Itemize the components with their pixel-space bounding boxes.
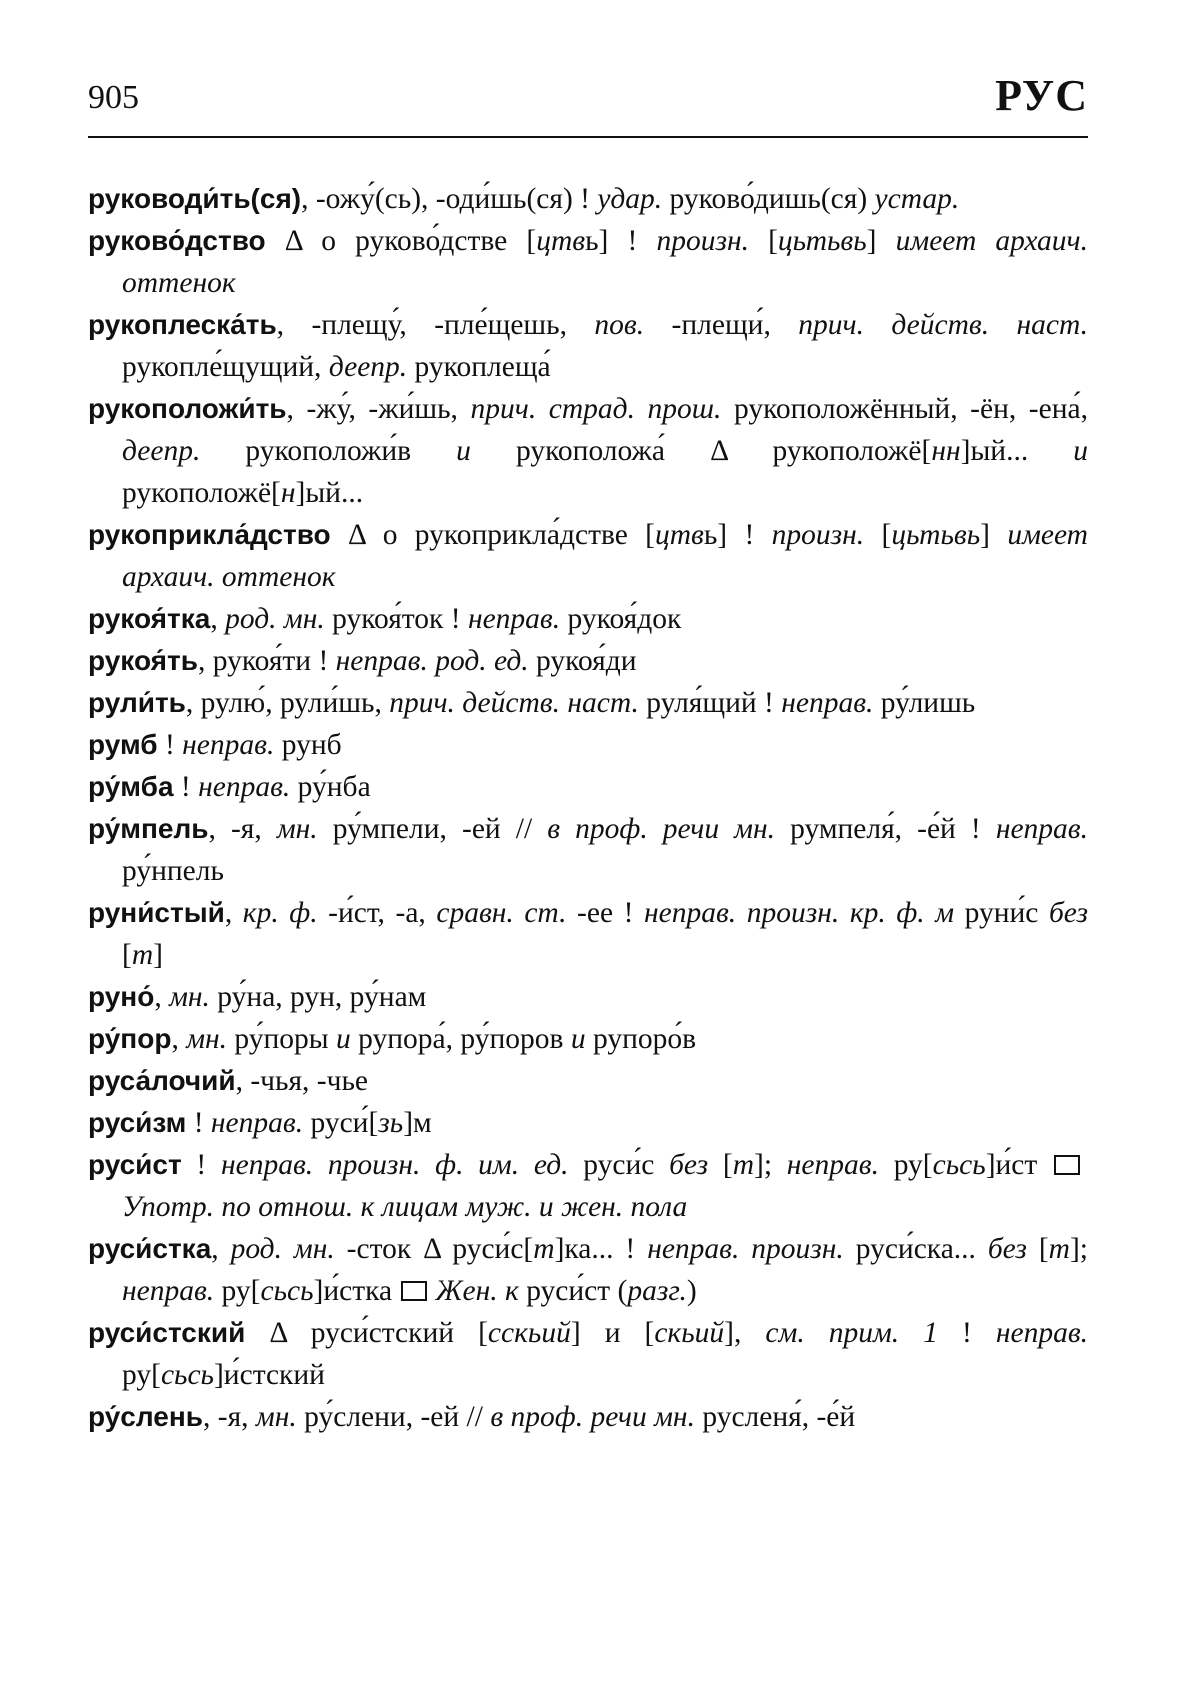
dictionary-entry [88,724,1088,766]
entry-label: сьсь [160,1359,214,1391]
entry-headword: ру́мпель [88,813,209,844]
entry-headword: рукоположи́ть [88,393,287,424]
entry-text: рупора́, ру́поров [350,1023,571,1055]
entry-text: ! [937,1317,996,1349]
dictionary-entry [88,808,1088,892]
entry-label: в проф. речи мн. [490,1401,695,1433]
entry-label: род. мн. [230,1233,335,1265]
entry-label: прич. действ. наст. [798,309,1089,341]
entry-label: н [280,477,296,509]
dictionary-entry [88,178,1088,220]
entry-headword: рукоплеска́ть [88,309,277,340]
entry-label: сравн. ст. [436,897,567,929]
entry-label: деепр. [328,351,408,383]
entry-headword: руни́стый [88,897,225,928]
entry-label: нн [931,435,961,467]
entry-label: удар. [597,183,663,215]
entry-label: т [732,1149,755,1181]
entry-text: ]; [1069,1233,1088,1265]
entry-label: зь [378,1107,404,1139]
entry-label: Жен. [435,1275,498,1307]
entry-text: Δ о руково́дстве [ [265,225,537,257]
entry-text: ру́слени, -ей // [296,1401,491,1433]
entry-headword: руса́лочий [88,1065,236,1096]
entry-label: мн. [276,813,318,845]
entry-text: [ [708,1149,733,1181]
entry-text: , [154,981,170,1013]
entry-text: -и́ст, -а, [317,897,437,929]
entry-label: имеет архаич. оттенок [122,225,1088,299]
entry-headword: руково́дство [88,225,266,256]
entry-text: ру[ [214,1275,261,1307]
dictionary-entry [88,388,1088,514]
entry-label: см. прим. 1 [765,1317,938,1349]
entry-label: неправ. [210,1107,304,1139]
entry-text: ] [866,225,896,257]
entry-headword: рукоя́ть [88,645,198,676]
entry-text: ру́мпели, -ей // [317,813,548,845]
entry-text: ру́нпель [122,855,224,887]
entry-label: неправ. [995,1317,1089,1349]
entry-label: мн. [169,981,210,1013]
entry-text: Δ руси́стский [ [245,1317,488,1349]
entry-label: сскьий [487,1317,571,1349]
entry-text: руси́ска... [843,1233,988,1265]
page-number: 905 [88,79,139,116]
entry-headword: руси́зм [88,1107,187,1138]
dictionary-entry [88,304,1088,388]
entry-label: без [669,1149,709,1181]
entry-text: ]ка... ! [554,1233,648,1265]
entry-text: ]и́стка [313,1275,393,1307]
entry-label: неправ. [182,729,275,761]
entry-text: [ [748,225,778,257]
entry-label: произн. [656,225,749,257]
entry-text: , рулю́, рули́шь, [185,687,390,719]
entry-label: т [1048,1233,1070,1265]
entry-label: неправ. [198,771,291,803]
entry-text: Δ о рукоприкла́дстве [ [330,519,655,551]
entry-text: ру́поры [227,1023,336,1055]
entry-label: и [570,1023,586,1055]
entry-text: рукоположённый, -ён, -ена́, [721,393,1088,425]
entry-label: и [1073,435,1089,467]
entry-headword: руси́стский [88,1317,246,1348]
entry-text: , [211,1233,231,1265]
entry-label: цтв [654,519,704,551]
dictionary-entry [88,1102,1088,1144]
entry-text: ], [724,1317,766,1349]
entry-text: -сток Δ руси́с[ [334,1233,534,1265]
entry-text: ! [186,1107,211,1139]
dictionary-entry [88,1144,1088,1228]
entry-headword: ру́слень [88,1401,203,1432]
entry-label: мн. [255,1401,297,1433]
entry-text: руля́щий ! [638,687,782,719]
entry-label: неправ. [995,813,1088,845]
entry-text: рукоположё[ [122,477,281,509]
entry-text: ]; [754,1149,787,1181]
entry-text: ]и́ст [985,1149,1038,1181]
entry-label: род. мн. [225,603,325,635]
entry-text: рукоя́ток ! [324,603,468,635]
entry-label: цьтьвь [891,519,981,551]
entry-headword: ру́пор [88,1023,172,1054]
entry-label: без [987,1233,1027,1265]
entry-text: , -чья, -чье [235,1065,368,1097]
entry-headword: рукоприкла́дство [88,519,331,550]
entry-label: неправ. произн. кр. ф. м [644,897,955,929]
entry-text: ]ый... [295,477,364,509]
entry-text: руси́с [568,1149,670,1181]
entry-text: ) [686,1275,697,1307]
entry-label: сьсь [260,1275,314,1307]
entry-label: сьсь [932,1149,986,1181]
entry-headword: рули́ть [88,687,186,718]
entry-text: ! [181,1149,221,1181]
entry-label: скьий [654,1317,725,1349]
entry-text: , -жу́, -жи́шь, [286,393,471,425]
entry-label: без [1048,897,1089,929]
entry-text: ру[ [878,1149,933,1181]
dictionary-entry [88,598,1088,640]
entry-label: неправ. [467,603,561,635]
entry-headword: руси́ст [88,1149,182,1180]
entry-text: ] [980,519,1008,551]
entry-label: неправ. [781,687,874,719]
entry-text: рукоплеща́ [407,351,551,383]
dictionary-entry [88,514,1088,598]
entry-text: [ [864,519,892,551]
dictionary-entry [88,682,1088,724]
entry-label: Употр. по отнош. к лицам муж. и жен. пола [122,1191,688,1223]
entry-text: ! [173,771,199,803]
dictionary-entry [88,976,1088,1018]
entry-label: и [336,1023,351,1055]
entry-text: ру́на, рун, ру́нам [209,981,427,1013]
entry-text: русленя́, -е́й [694,1401,856,1433]
entry-text: [ [1026,1233,1049,1265]
entry-text: ь] ! [703,519,772,551]
entry-label: неправ. произн. ф. им. ед. [220,1149,569,1181]
entry-text: ]м [403,1107,432,1139]
dictionary-entry [88,640,1088,682]
entries-list [88,178,1088,1438]
entry-text: , рукоя́ти ! [197,645,336,677]
entry-text: [ [122,939,132,971]
entry-label: устар. [874,183,960,215]
entry-text: ] [153,939,163,971]
entry-headword: ру́мба [88,771,174,802]
entry-label: неправ. [122,1275,215,1307]
entry-text: -ее ! [566,897,645,929]
entry-text: ру́лишь [873,687,976,719]
dictionary-entry [88,1018,1088,1060]
entry-label: имеет архаич. оттенок [122,519,1088,593]
entry-text: ру[ [122,1359,161,1391]
entry-text: , [210,603,226,635]
entry-text: , [224,897,243,929]
entry-text: рупоро́в [585,1023,697,1055]
entry-label: неправ. род. ед. [335,645,529,677]
entry-label: прич. действ. наст. [389,687,639,719]
dictionary-page [88,70,1088,1438]
entry-text: ]ый... [960,435,1074,467]
entry-headword: руководи́ть(ся) [88,183,302,214]
entry-headword: руси́стка [88,1233,212,1264]
entry-label: разг. [627,1275,687,1307]
entry-label: неправ. [786,1149,879,1181]
entry-headword: румб [88,729,158,760]
entry-text: ]и́стский [213,1359,325,1391]
entry-text: рукоположи́в [200,435,457,467]
entry-text: ру́нба [290,771,371,803]
entry-text: , -я, [203,1401,256,1433]
entry-text: руково́дишь(ся) [662,183,875,215]
entry-text: руси́[ [303,1107,379,1139]
entry-text: руни́с [954,897,1049,929]
running-head: РУС [995,71,1088,120]
dictionary-entry [88,1396,1088,1438]
entry-text: , -плещу́, -пле́щешь, [276,309,595,341]
usage-note-box-icon [1054,1155,1080,1175]
dictionary-entry [88,1060,1088,1102]
entry-text: рукоя́док [560,603,682,635]
entry-text: рукоположа́ Δ рукоположё[ [470,435,932,467]
entry-text: рукопле́щущий, [122,351,329,383]
dictionary-entry [88,766,1088,808]
entry-text: , -ожу́(сь), -оди́шь(ся) ! [301,183,598,215]
entry-label: т [131,939,154,971]
entry-text: -плещи́, [644,309,799,341]
entry-label: кр. ф. [242,897,318,929]
entry-text: ] и [ [570,1317,655,1349]
entry-label: деепр. [122,435,201,467]
usage-note-box-icon [401,1281,427,1301]
entry-text: руси́ст ( [518,1275,628,1307]
entry-label: к [505,1275,519,1307]
entry-text: , [171,1023,187,1055]
entry-text: ь] ! [585,225,657,257]
entry-text: рунб [274,729,342,761]
dictionary-entry [88,1312,1088,1396]
entry-label: неправ. произн. [647,1233,844,1265]
entry-label: мн. [186,1023,228,1055]
entry-label: т [533,1233,555,1265]
entry-headword: руно́ [88,981,155,1012]
dictionary-entry [88,220,1088,304]
entry-text: рукоя́ди [528,645,637,677]
page-header [88,70,1088,138]
entry-text [498,1275,505,1307]
entry-text: ! [157,729,183,761]
entry-label: пов. [594,309,645,341]
entry-label: и [456,435,471,467]
entry-headword: рукоя́тка [88,603,211,634]
entry-label: в проф. речи мн. [547,813,776,845]
entry-label: цтв [536,225,586,257]
entry-label: цьтьвь [777,225,867,257]
entry-label: произн. [771,519,865,551]
entry-text: , -я, [208,813,277,845]
dictionary-entry [88,892,1088,976]
entry-label: прич. страд. прош. [470,393,722,425]
entry-text: румпеля́, -е́й ! [775,813,996,845]
dictionary-entry [88,1228,1088,1312]
